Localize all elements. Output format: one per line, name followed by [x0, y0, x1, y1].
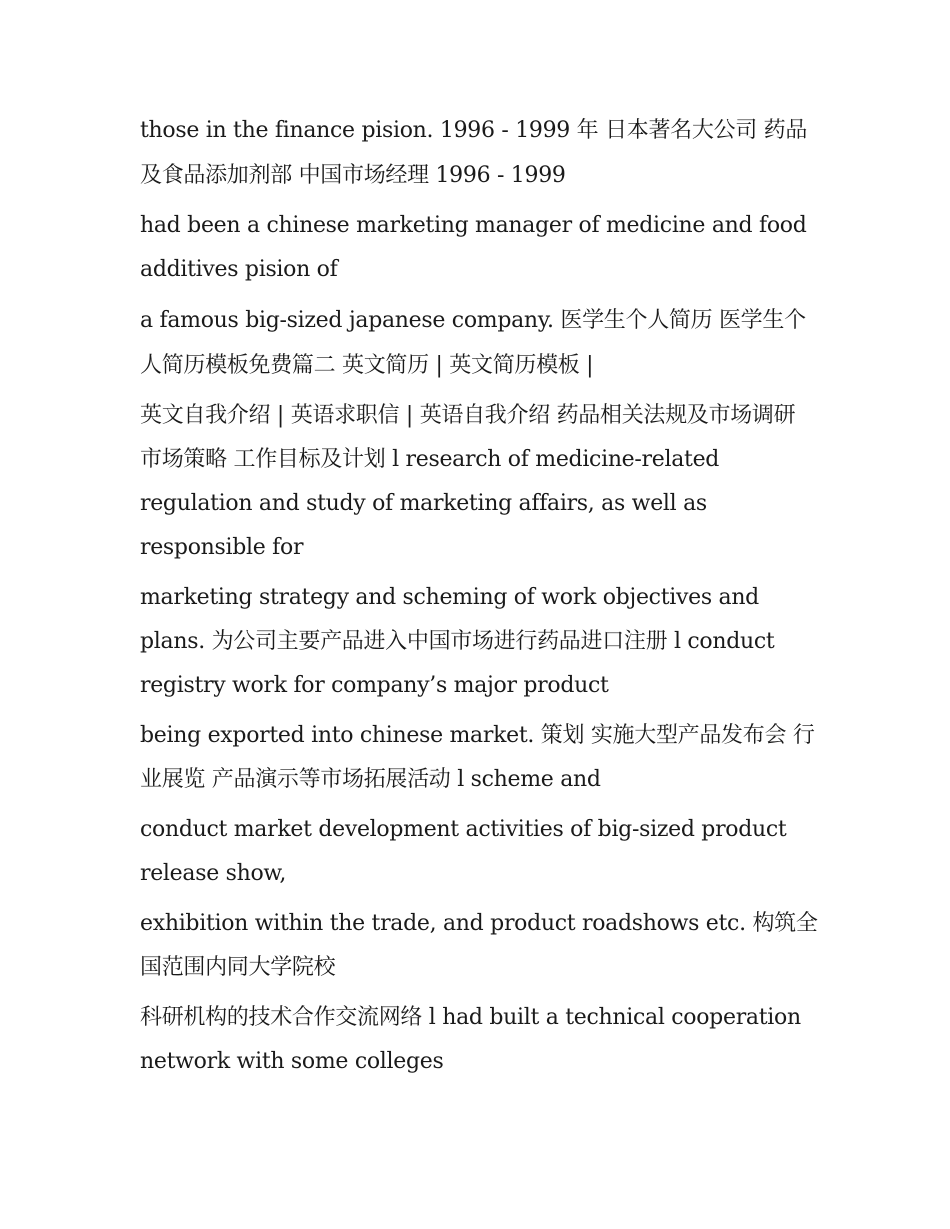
- paragraph-6: being exported into chinese market. 策划 实施大型产品发布会 行业展览 产品演示等市场拓展活动 l scheme and: [140, 723, 815, 792]
- paragraph-3: a famous big-sized japanese company. 医学生个人简历 医学生个人简历模板免费篇二 英文简历 | 英文简历模板 |: [140, 308, 806, 378]
- paragraph-8: exhibition within the trade, and product roadshows etc. 构筑全国范围内同大学院校: [140, 911, 818, 980]
- paragraph-7: conduct market development activities of big-sized product release show,: [140, 817, 787, 886]
- paragraph-9: 科研机构的技术合作交流网络 l had built a technical cooperation network with some colleges: [140, 1005, 801, 1074]
- paragraph-5: marketing strategy and scheming of work objectives and plans. 为公司主要产品进入中国市场进行药品进口注册 l conduct registry work for company’s major product: [140, 585, 775, 698]
- paragraph-1: those in the finance pision. 1996 - 1999 年 日本著名大公司 药品及食品添加剂部 中国市场经理 1996 - 1999: [140, 118, 808, 188]
- document-body: [140, 108, 820, 1090]
- paragraph-4: 英文自我介绍 | 英语求职信 | 英语自我介绍 药品相关法规及市场调研 市场策略 工作目标及计划 l research of medicine-related regulation and study of marketing affairs, as well as responsible for: [140, 403, 796, 560]
- paragraph-2: had been a chinese marketing manager of medicine and food additives pision of: [140, 213, 807, 282]
